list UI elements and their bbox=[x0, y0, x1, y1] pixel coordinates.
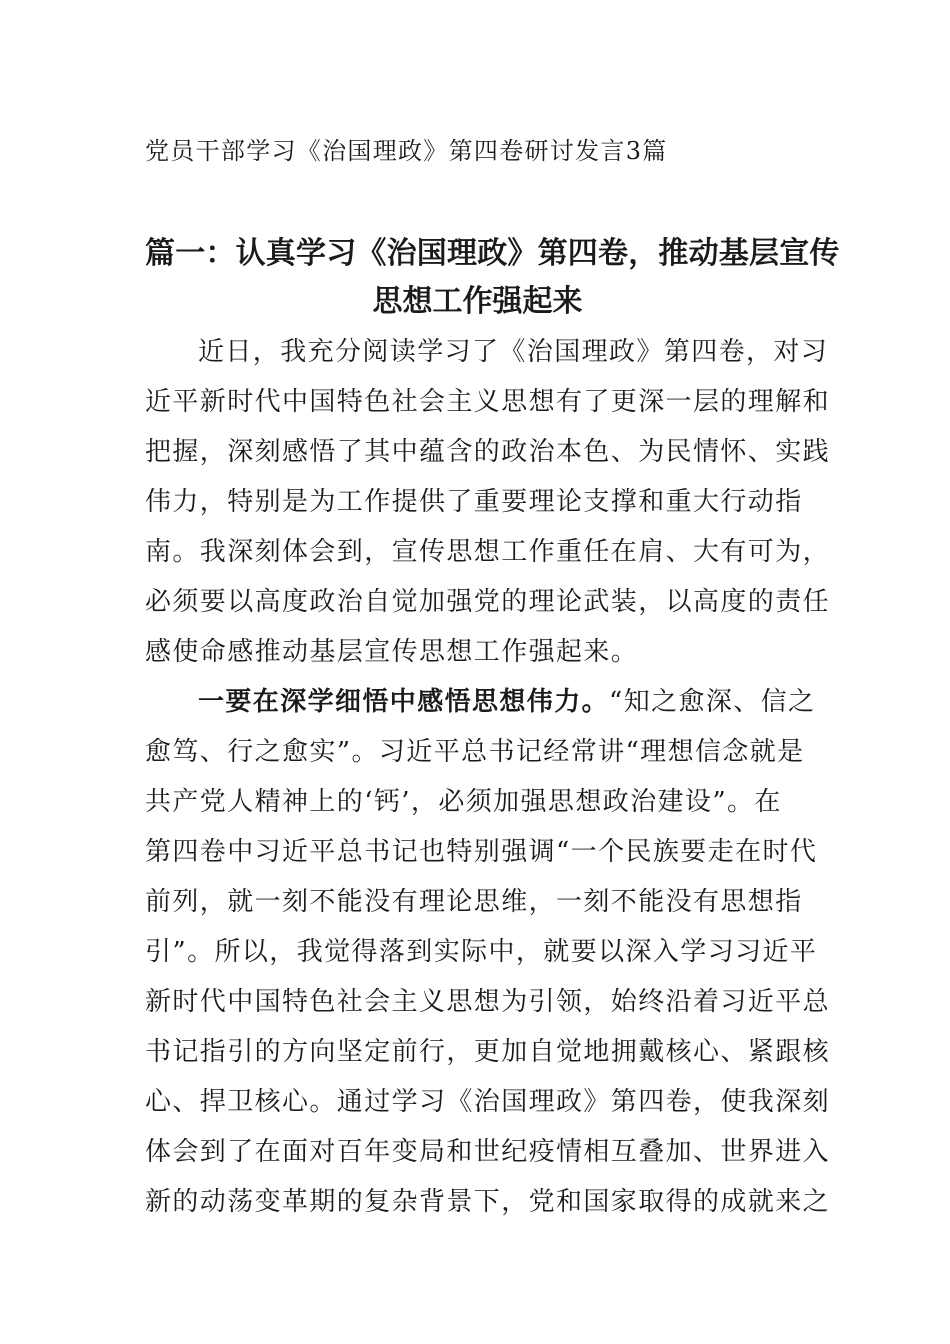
paragraph-1-line: 伟力，特别是为工作提供了重要理论支撑和重大行动指 bbox=[145, 487, 803, 517]
paragraph-1-line: 南。我深刻体会到，宣传思想工作重任在肩、大有可为， bbox=[145, 537, 831, 567]
paragraph-1-line: 感使命感推动基层宣传思想工作强起来。 bbox=[145, 637, 639, 667]
paragraph-1-line: 近平新时代中国特色社会主义思想有了更深一层的理解和 bbox=[145, 387, 831, 417]
paragraph-2-line: 书记指引的方向坚定前行，更加自觉地拥戴核心、紧跟核 bbox=[145, 1037, 831, 1067]
paragraph-2-line: 第四卷中习近平总书记也特别强调“一个民族要走在时代 bbox=[145, 837, 818, 867]
section-heading-line-2: 思想工作强起来 bbox=[372, 284, 583, 319]
paragraph-2-first-rest: “知之愈深、信之 bbox=[609, 687, 816, 717]
paragraph-2-line: 前列，就一刻不能没有理论思维，一刻不能没有思想指 bbox=[145, 887, 803, 917]
paragraph-1-line: 近日，我充分阅读学习了《治国理政》第四卷，对习 bbox=[198, 337, 829, 367]
document-title: 党员干部学习《治国理政》第四卷研讨发言3篇 bbox=[145, 137, 668, 165]
section-heading-line-1: 篇一：认真学习《治国理政》第四卷，推动基层宣传 bbox=[145, 236, 840, 271]
paragraph-2-line: 新时代中国特色社会主义思想为引领，始终沿着习近平总 bbox=[145, 987, 831, 1017]
paragraph-2-line: 共产党人精神上的‘钙’，必须加强思想政治建设”。在 bbox=[145, 787, 782, 817]
paragraph-1-line: 必须要以高度政治自觉加强党的理论武装，以高度的责任 bbox=[145, 587, 831, 617]
paragraph-2-line: 引”。所以，我觉得落到实际中，就要以深入学习习近平 bbox=[145, 937, 818, 967]
paragraph-2-first-line bbox=[198, 684, 838, 720]
paragraph-2-line: 新的动荡变革期的复杂背景下，党和国家取得的成就来之 bbox=[145, 1187, 831, 1217]
paragraph-2-lead: 一要在深学细悟中感悟思想伟力。 bbox=[198, 687, 610, 717]
paragraph-2-line: 体会到了在面对百年变局和世纪疫情相互叠加、世界进入 bbox=[145, 1137, 831, 1167]
paragraph-1-line: 把握，深刻感悟了其中蕴含的政治本色、为民情怀、实践 bbox=[145, 437, 831, 467]
paragraph-2-line: 愈笃、行之愈实”。习近平总书记经常讲“理想信念就是 bbox=[145, 737, 805, 767]
paragraph-2-line: 心、捍卫核心。通过学习《治国理政》第四卷，使我深刻 bbox=[145, 1087, 831, 1117]
